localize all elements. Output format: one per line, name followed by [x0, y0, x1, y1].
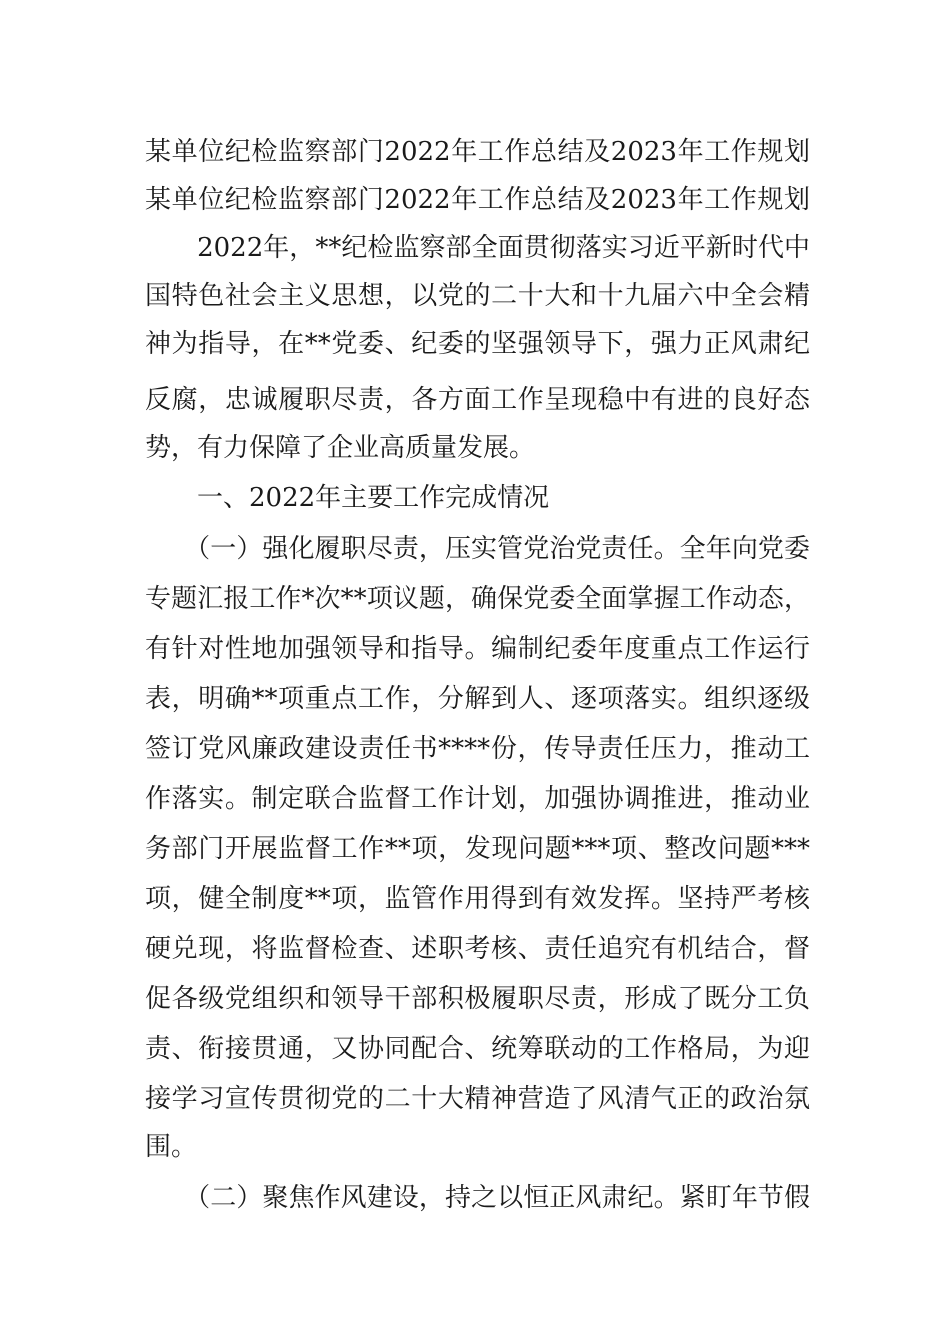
section1-line: 表，明确**项重点工作，分解到人、逐项落实。组织逐级	[145, 684, 810, 714]
document-title-repeat: 某单位纪检监察部门2022年工作总结及2023年工作规划	[145, 185, 810, 215]
intro-line: 势，有力保障了企业高质量发展。	[145, 433, 536, 463]
intro-line: 2022年，**纪检监察部全面贯彻落实习近平新时代中	[145, 233, 810, 263]
section1-line: 务部门开展监督工作**项，发现问题***项、整改问题***	[145, 834, 810, 864]
intro-line: 神为指导，在**党委、纪委的坚强领导下，强力正风肃纪	[145, 329, 810, 359]
document-title: 某单位纪检监察部门2022年工作总结及2023年工作规划	[145, 137, 810, 167]
section-heading: 一、2022年主要工作完成情况	[145, 483, 550, 513]
section1-line: 项，健全制度**项，监管作用得到有效发挥。坚持严考核	[145, 884, 810, 914]
intro-line: 国特色社会主义思想，以党的二十大和十九届六中全会精	[145, 281, 810, 311]
section1-line: 接学习宣传贯彻党的二十大精神营造了风清气正的政治氛	[145, 1084, 810, 1114]
section1-line: 硬兑现，将监督检查、述职考核、责任追究有机结合，督	[145, 934, 810, 964]
section1-line: 有针对性地加强领导和指导。编制纪委年度重点工作运行	[145, 634, 810, 664]
section1-line: 促各级党组织和领导干部积极履职尽责，形成了既分工负	[145, 984, 810, 1014]
section1-line: 专题汇报工作*次**项议题，确保党委全面掌握工作动态，	[145, 584, 810, 614]
section1-line: 作落实。制定联合监督工作计划，加强协调推进，推动业	[145, 784, 810, 814]
section1-line: （一）强化履职尽责，压实管党治党责任。全年向党委	[145, 534, 810, 564]
intro-line: 反腐，忠诚履职尽责，各方面工作呈现稳中有进的良好态	[145, 385, 810, 415]
section2-line: （二）聚焦作风建设，持之以恒正风肃纪。紧盯年节假	[145, 1183, 810, 1213]
section1-line: 签订党风廉政建设责任书****份，传导责任压力，推动工	[145, 734, 810, 764]
section1-line: 责、衔接贯通，又协同配合、统筹联动的工作格局，为迎	[145, 1034, 810, 1064]
section1-line: 围。	[145, 1132, 198, 1162]
